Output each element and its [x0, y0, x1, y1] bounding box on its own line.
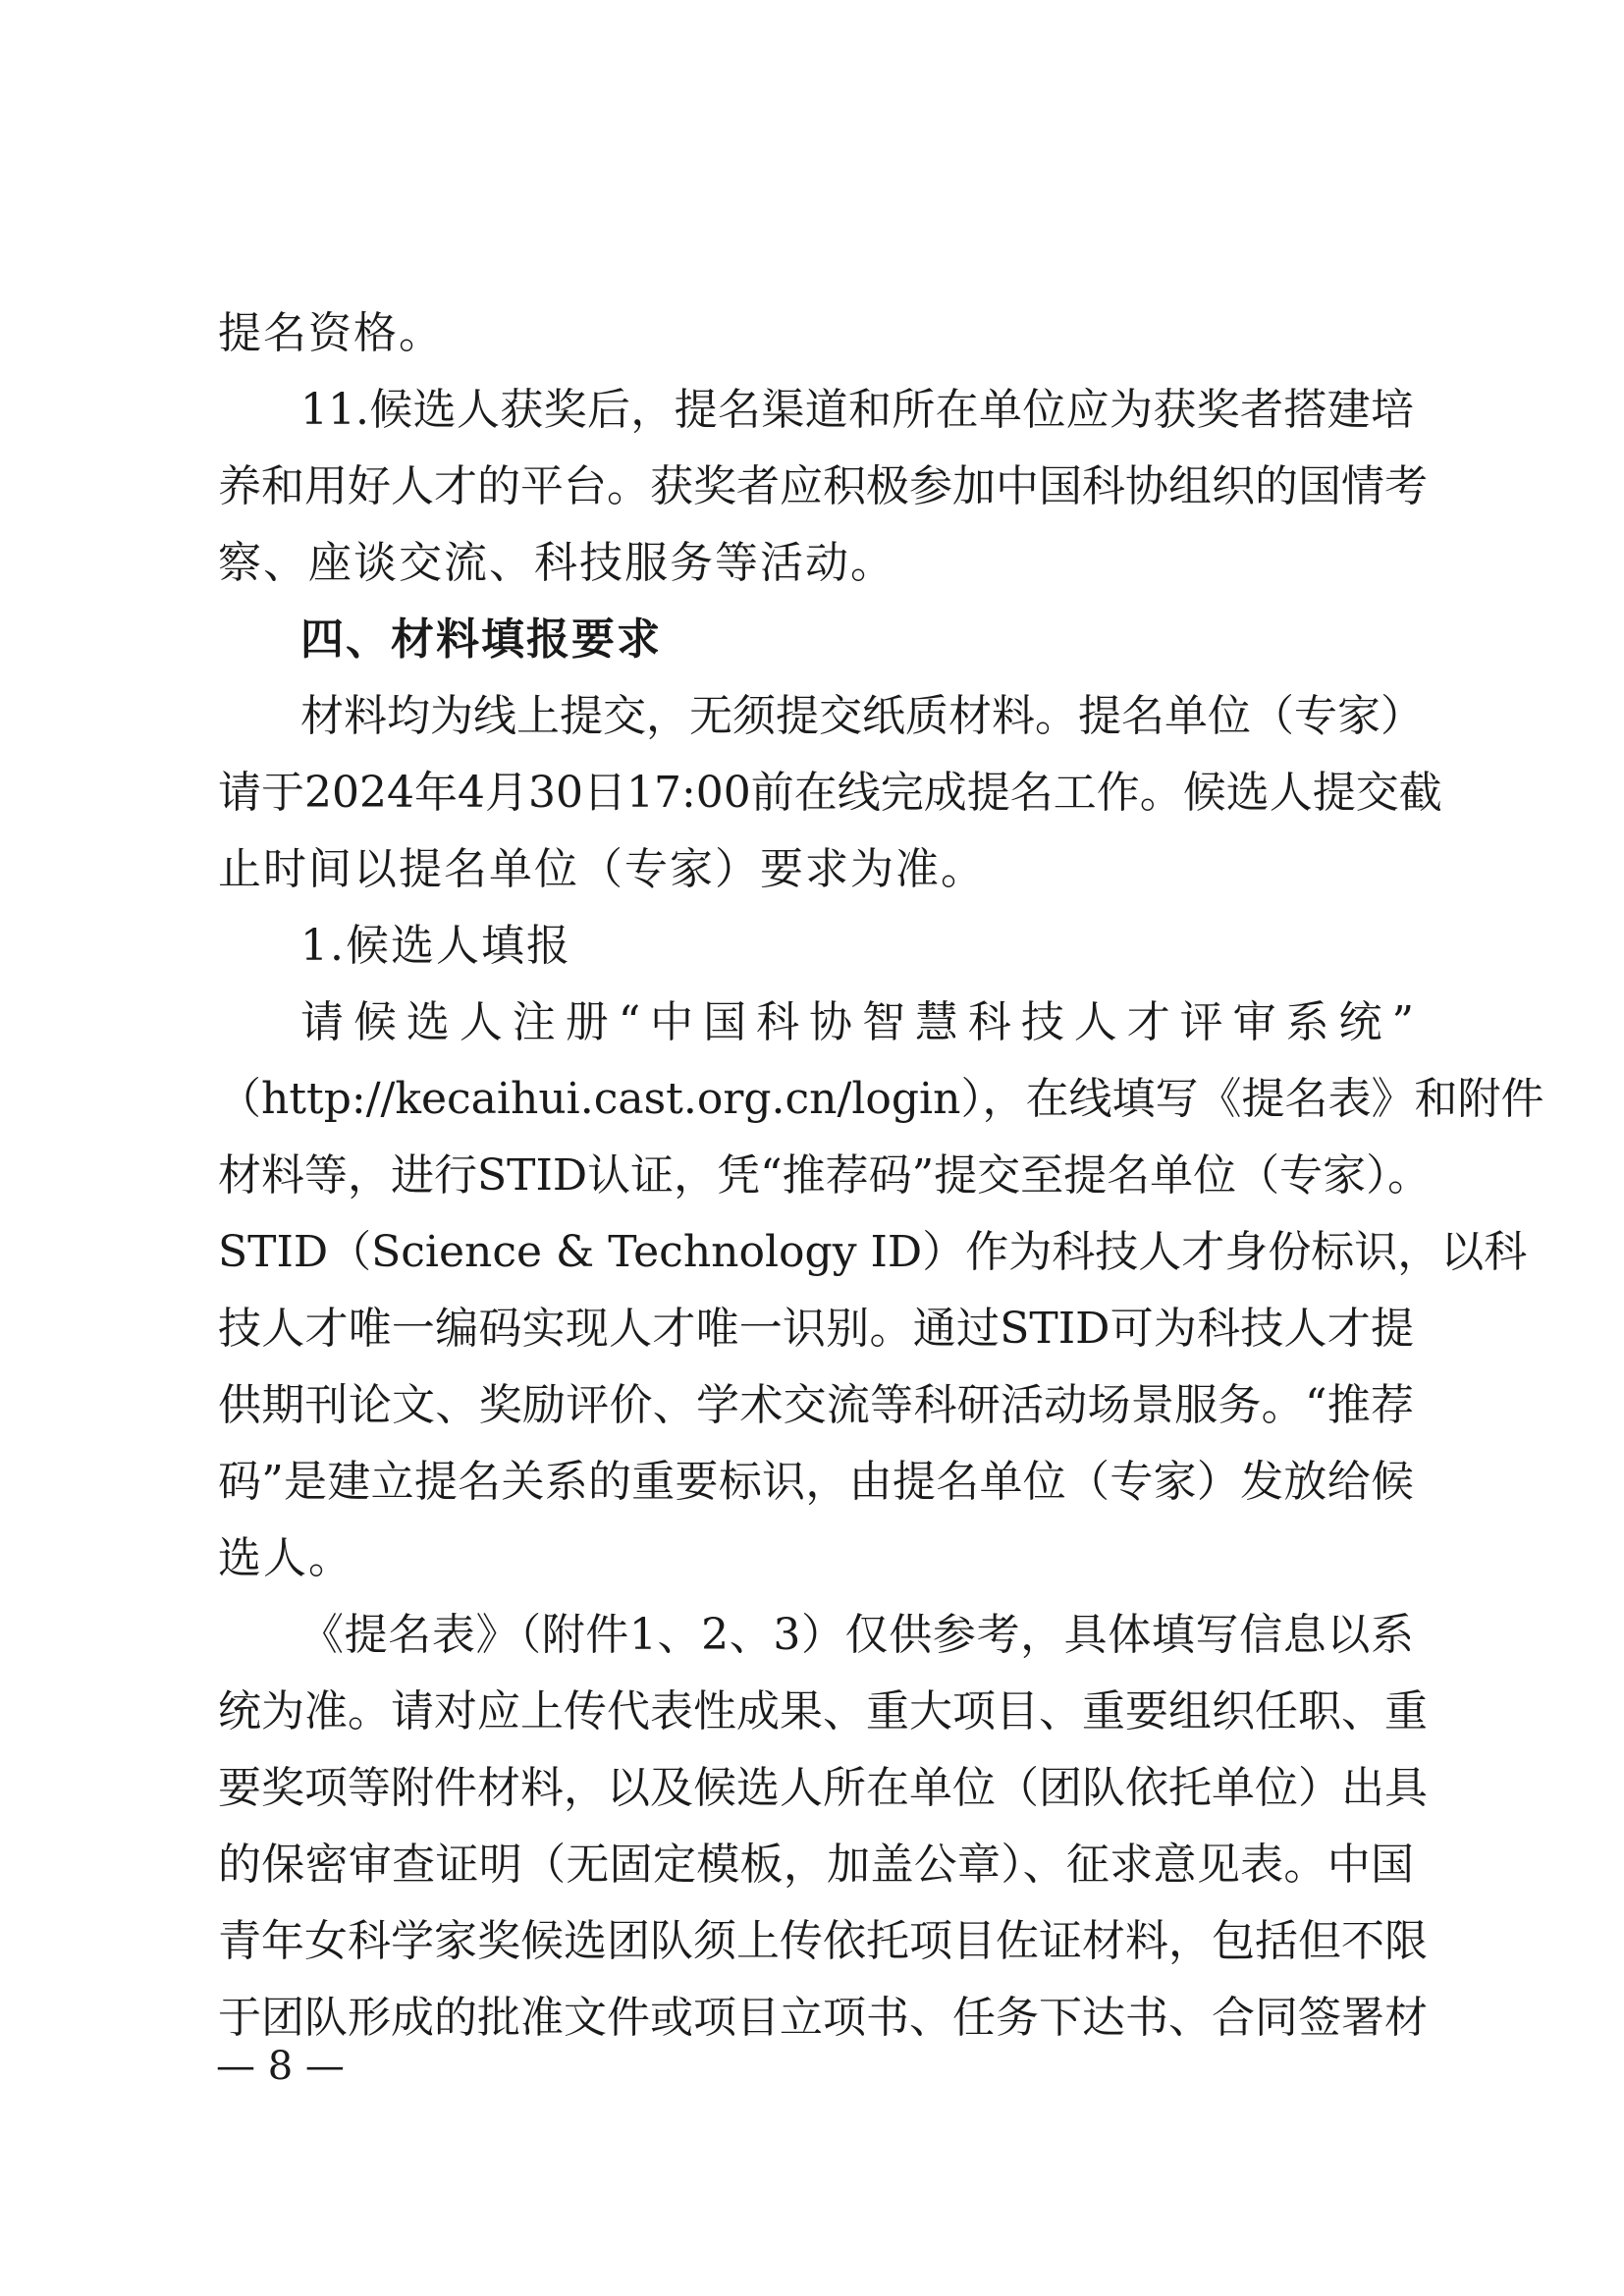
paragraph-line: 《提名表》（附件1、2、3）仅供参考，具体填写信息以系	[300, 1610, 1414, 1660]
paragraph-line: 养和用好人才的平台。获奖者应积极参加中国科协组织的国情考	[218, 461, 1428, 511]
paragraph-line: 于团队形成的批准文件或项目立项书、任务下达书、合同签署材	[218, 1993, 1428, 2043]
paragraph-line: 11.候选人获奖后，提名渠道和所在单位应为获奖者搭建培	[300, 385, 1414, 435]
paragraph-line: 要奖项等附件材料，以及候选人所在单位（团队依托单位）出具	[218, 1763, 1428, 1813]
paragraph-line: 统为准。请对应上传代表性成果、重大项目、重要组织任职、重	[218, 1686, 1428, 1736]
paragraph-line: 技人才唯一编码实现人才唯一识别。通过STID可为科技人才提	[218, 1304, 1414, 1354]
paragraph-line: （http://kecaihui.cast.org.cn/login），在线填写《提名表》和附件	[218, 1074, 1544, 1124]
paragraph-line: 码”是建立提名关系的重要标识，由提名单位（专家）发放给候	[218, 1457, 1414, 1507]
subsection-heading: 1.候选人填报	[300, 921, 571, 971]
paragraph-line: 止时间以提名单位（专家）要求为准。	[218, 844, 986, 894]
paragraph-line: 选人。	[218, 1533, 353, 1583]
paragraph-line: 材料等，进行STID认证，凭“推荐码”提交至提名单位（专家）。	[218, 1150, 1432, 1201]
section-heading: 四、材料填报要求	[300, 614, 662, 665]
paragraph-line: 提名资格。	[218, 308, 444, 358]
paragraph-line: 请于2024年4月30日17:00前在线完成提名工作。候选人提交截	[218, 768, 1442, 818]
paragraph-line: STID（Science & Technology ID）作为科技人才身份标识，以科	[218, 1227, 1528, 1277]
paragraph-line: 材料均为线上提交，无须提交纸质材料。提名单位（专家）	[300, 691, 1424, 741]
paragraph-line: 请候选人注册“中国科协智慧科技人才评审系统”	[300, 997, 1414, 1047]
page-number: — 8 —	[216, 2044, 345, 2089]
paragraph-line: 供期刊论文、奖励评价、学术交流等科研活动场景服务。“推荐	[218, 1380, 1414, 1430]
paragraph-line: 青年女科学家奖候选团队须上传依托项目佐证材料，包括但不限	[218, 1916, 1428, 1966]
paragraph-line: 的保密审查证明（无固定模板，加盖公章）、征求意见表。中国	[218, 1840, 1414, 1890]
paragraph-line: 察、座谈交流、科技服务等活动。	[218, 538, 895, 588]
